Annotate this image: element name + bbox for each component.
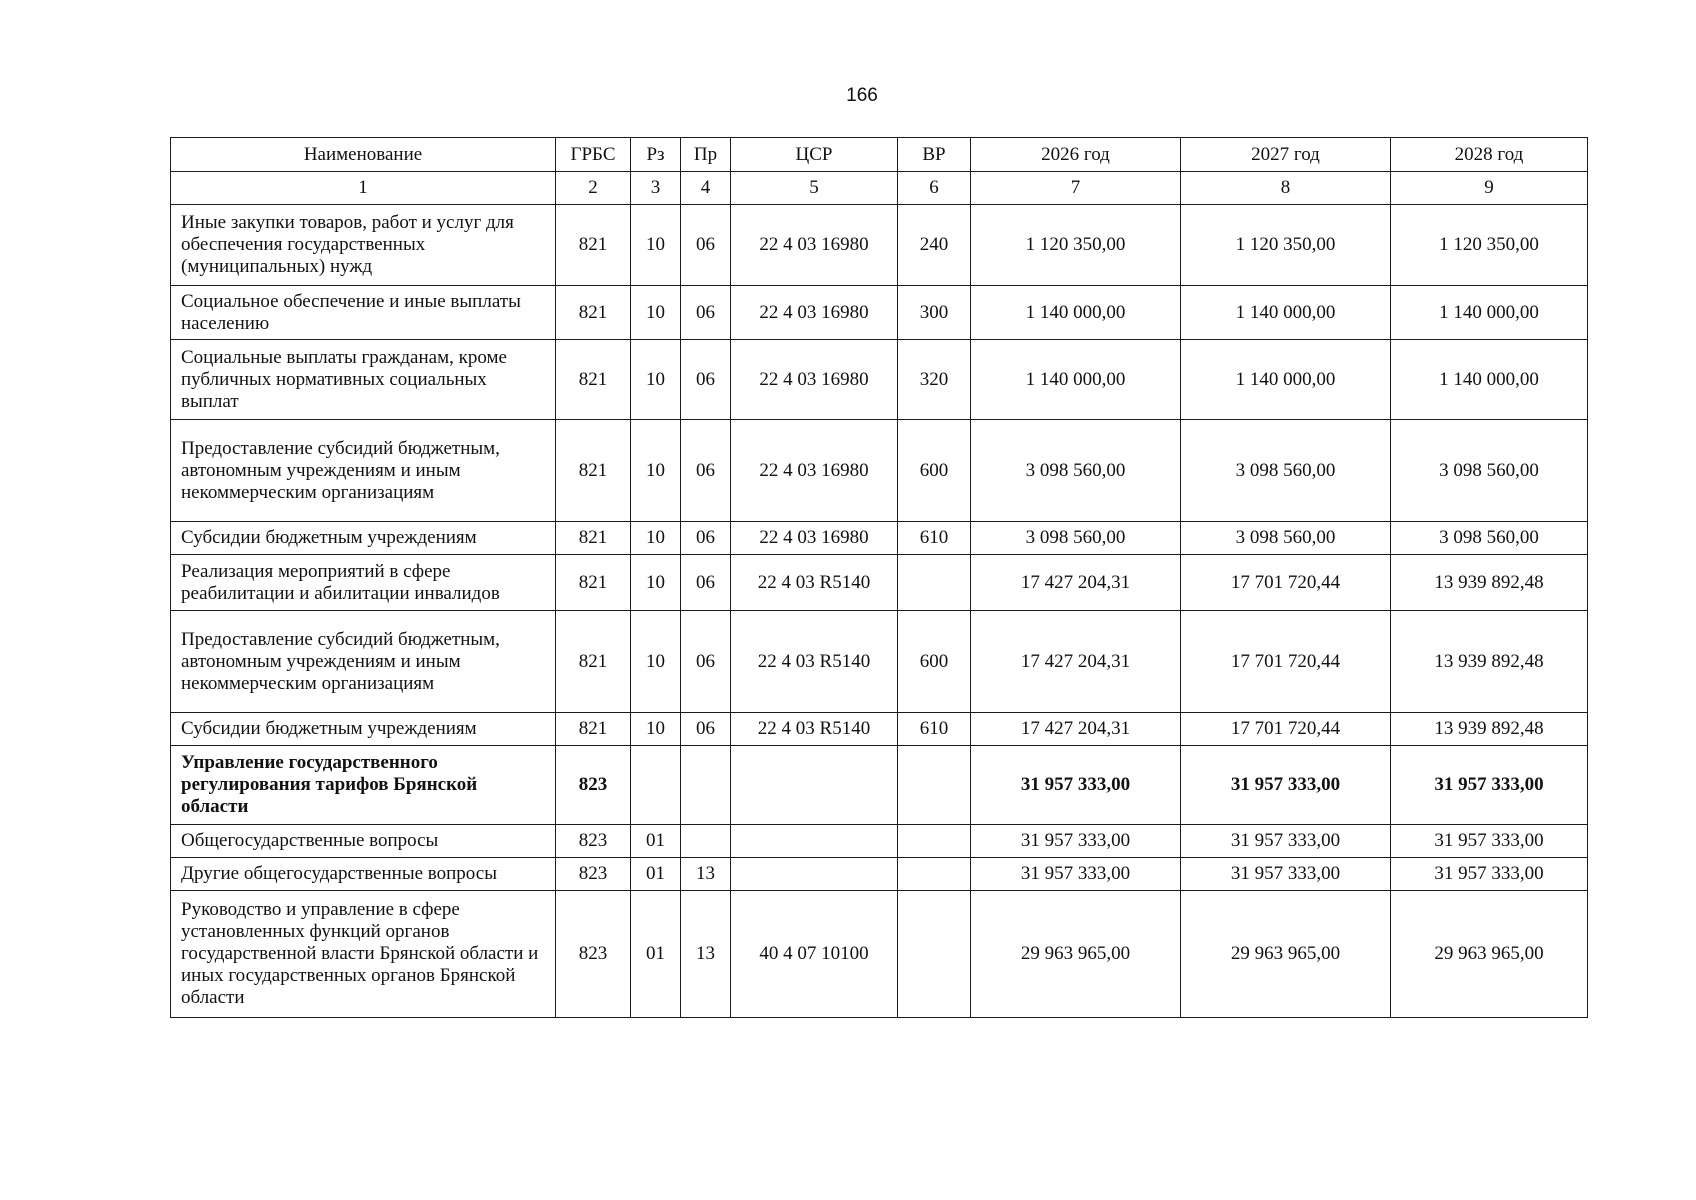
cell-2027: 29 963 965,00 (1181, 891, 1391, 1018)
cell-grbs: 821 (556, 611, 631, 713)
column-number: 1 (171, 172, 556, 205)
cell-2028: 13 939 892,48 (1391, 713, 1588, 746)
cell-csr: 22 4 03 16980 (731, 522, 898, 555)
cell-2028: 1 140 000,00 (1391, 286, 1588, 340)
cell-vr (898, 555, 971, 611)
cell-csr: 22 4 03 16980 (731, 205, 898, 286)
table-row (171, 891, 1588, 1018)
cell-2027: 17 701 720,44 (1181, 713, 1391, 746)
table-row (171, 858, 1588, 891)
cell-2028: 1 120 350,00 (1391, 205, 1588, 286)
column-number: 2 (556, 172, 631, 205)
cell-grbs: 821 (556, 522, 631, 555)
cell-2026: 3 098 560,00 (971, 522, 1181, 555)
cell-vr: 610 (898, 522, 971, 555)
cell-name: Реализация мероприятий в сфере реабилитации и абилитации инвалидов (171, 555, 556, 611)
cell-rz: 10 (631, 555, 681, 611)
cell-2026: 31 957 333,00 (971, 746, 1181, 825)
column-number: 6 (898, 172, 971, 205)
cell-rz: 10 (631, 205, 681, 286)
cell-pr (681, 746, 731, 825)
cell-2028: 13 939 892,48 (1391, 555, 1588, 611)
cell-pr: 13 (681, 858, 731, 891)
cell-name: Управление государственного регулирования тарифов Брянской области (171, 746, 556, 825)
cell-rz: 10 (631, 611, 681, 713)
cell-vr: 610 (898, 713, 971, 746)
cell-vr: 240 (898, 205, 971, 286)
cell-vr: 600 (898, 420, 971, 522)
table-row (171, 713, 1588, 746)
cell-2026: 1 140 000,00 (971, 286, 1181, 340)
cell-name: Общегосударственные вопросы (171, 825, 556, 858)
cell-grbs: 821 (556, 420, 631, 522)
column-number: 8 (1181, 172, 1391, 205)
column-number: 3 (631, 172, 681, 205)
cell-rz: 10 (631, 713, 681, 746)
cell-csr: 22 4 03 16980 (731, 420, 898, 522)
cell-name: Другие общегосударственные вопросы (171, 858, 556, 891)
cell-name: Предоставление субсидий бюджетным, автономным учреждениям и иным некоммерческим организациям (171, 611, 556, 713)
cell-name: Субсидии бюджетным учреждениям (171, 713, 556, 746)
column-number: 9 (1391, 172, 1588, 205)
cell-vr: 300 (898, 286, 971, 340)
cell-csr: 22 4 03 R5140 (731, 555, 898, 611)
cell-pr: 06 (681, 286, 731, 340)
cell-2028: 1 140 000,00 (1391, 340, 1588, 420)
cell-name: Предоставление субсидий бюджетным, автономным учреждениям и иным некоммерческим организациям (171, 420, 556, 522)
header-rz: Рз (631, 138, 681, 172)
cell-2026: 1 140 000,00 (971, 340, 1181, 420)
cell-name: Иные закупки товаров, работ и услуг для обеспечения государственных (муниципальных) нужд (171, 205, 556, 286)
header-name: Наименование (171, 138, 556, 172)
table-row (171, 205, 1588, 286)
cell-csr: 22 4 03 R5140 (731, 713, 898, 746)
table-row (171, 420, 1588, 522)
cell-vr: 600 (898, 611, 971, 713)
table-row (171, 555, 1588, 611)
table-row (171, 340, 1588, 420)
cell-grbs: 823 (556, 746, 631, 825)
cell-vr (898, 746, 971, 825)
table-row (171, 522, 1588, 555)
cell-rz: 01 (631, 825, 681, 858)
cell-name: Социальное обеспечение и иные выплаты населению (171, 286, 556, 340)
cell-csr (731, 825, 898, 858)
cell-2026: 29 963 965,00 (971, 891, 1181, 1018)
header-2028: 2028 год (1391, 138, 1588, 172)
cell-vr: 320 (898, 340, 971, 420)
table-body (171, 205, 1588, 1018)
cell-pr: 06 (681, 340, 731, 420)
cell-grbs: 823 (556, 858, 631, 891)
table-row (171, 825, 1588, 858)
cell-2026: 17 427 204,31 (971, 555, 1181, 611)
cell-csr (731, 746, 898, 825)
cell-rz: 10 (631, 420, 681, 522)
column-number: 4 (681, 172, 731, 205)
cell-csr: 22 4 03 16980 (731, 340, 898, 420)
cell-grbs: 821 (556, 555, 631, 611)
cell-2027: 31 957 333,00 (1181, 825, 1391, 858)
cell-csr: 22 4 03 R5140 (731, 611, 898, 713)
cell-name: Субсидии бюджетным учреждениям (171, 522, 556, 555)
column-number: 7 (971, 172, 1181, 205)
cell-2028: 31 957 333,00 (1391, 746, 1588, 825)
cell-pr: 06 (681, 205, 731, 286)
column-number: 5 (731, 172, 898, 205)
cell-2026: 17 427 204,31 (971, 713, 1181, 746)
header-pr: Пр (681, 138, 731, 172)
header-csr: ЦСР (731, 138, 898, 172)
cell-2027: 17 701 720,44 (1181, 555, 1391, 611)
header-2027: 2027 год (1181, 138, 1391, 172)
cell-2027: 1 140 000,00 (1181, 340, 1391, 420)
cell-2026: 3 098 560,00 (971, 420, 1181, 522)
cell-pr: 06 (681, 555, 731, 611)
cell-2027: 3 098 560,00 (1181, 420, 1391, 522)
cell-2026: 1 120 350,00 (971, 205, 1181, 286)
cell-rz (631, 746, 681, 825)
cell-rz: 10 (631, 340, 681, 420)
cell-pr: 06 (681, 522, 731, 555)
cell-rz: 01 (631, 891, 681, 1018)
cell-pr: 06 (681, 420, 731, 522)
cell-pr: 06 (681, 713, 731, 746)
cell-2026: 17 427 204,31 (971, 611, 1181, 713)
cell-2027: 31 957 333,00 (1181, 858, 1391, 891)
cell-2027: 1 140 000,00 (1181, 286, 1391, 340)
cell-vr (898, 858, 971, 891)
cell-grbs: 821 (556, 713, 631, 746)
cell-2028: 3 098 560,00 (1391, 420, 1588, 522)
cell-name: Социальные выплаты гражданам, кроме публичных нормативных социальных выплат (171, 340, 556, 420)
cell-grbs: 823 (556, 891, 631, 1018)
cell-2027: 17 701 720,44 (1181, 611, 1391, 713)
cell-rz: 01 (631, 858, 681, 891)
cell-pr: 13 (681, 891, 731, 1018)
page-number: 166 (846, 85, 878, 106)
cell-vr (898, 891, 971, 1018)
cell-grbs: 823 (556, 825, 631, 858)
cell-rz: 10 (631, 286, 681, 340)
cell-2026: 31 957 333,00 (971, 858, 1181, 891)
budget-table (170, 137, 1588, 1018)
cell-2027: 31 957 333,00 (1181, 746, 1391, 825)
table-row (171, 746, 1588, 825)
cell-grbs: 821 (556, 205, 631, 286)
cell-grbs: 821 (556, 340, 631, 420)
cell-2026: 31 957 333,00 (971, 825, 1181, 858)
header-grbs: ГРБС (556, 138, 631, 172)
header-2026: 2026 год (971, 138, 1181, 172)
table-row (171, 286, 1588, 340)
cell-2028: 3 098 560,00 (1391, 522, 1588, 555)
cell-2027: 3 098 560,00 (1181, 522, 1391, 555)
cell-2027: 1 120 350,00 (1181, 205, 1391, 286)
cell-2028: 13 939 892,48 (1391, 611, 1588, 713)
cell-2028: 31 957 333,00 (1391, 858, 1588, 891)
cell-grbs: 821 (556, 286, 631, 340)
cell-csr: 40 4 07 10100 (731, 891, 898, 1018)
cell-2028: 29 963 965,00 (1391, 891, 1588, 1018)
cell-pr (681, 825, 731, 858)
cell-name: Руководство и управление в сфере установленных функций органов государственной власти Брянской области и иных государственных органов Брянской области (171, 891, 556, 1018)
header-vr: ВР (898, 138, 971, 172)
cell-csr: 22 4 03 16980 (731, 286, 898, 340)
column-number-row (171, 172, 1588, 205)
cell-vr (898, 825, 971, 858)
cell-csr (731, 858, 898, 891)
table-row (171, 611, 1588, 713)
header-row (171, 138, 1588, 172)
cell-2028: 31 957 333,00 (1391, 825, 1588, 858)
cell-rz: 10 (631, 522, 681, 555)
cell-pr: 06 (681, 611, 731, 713)
